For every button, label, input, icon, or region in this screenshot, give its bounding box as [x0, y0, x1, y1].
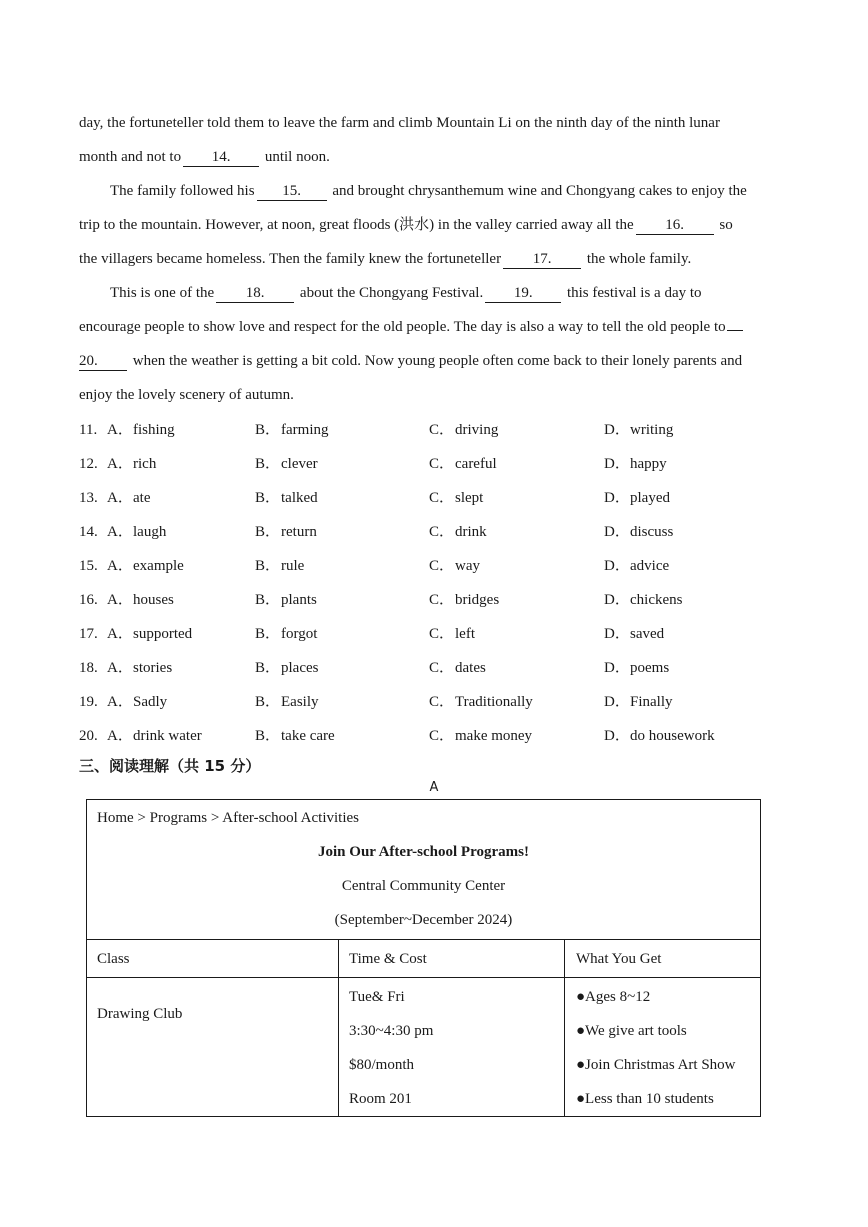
option-d[interactable] — [604, 420, 673, 440]
question-row — [79, 590, 799, 610]
option-letter: C． — [429, 728, 455, 744]
question-number: 11. — [79, 422, 98, 438]
question-number: 18. — [79, 660, 98, 676]
option-letter: C． — [429, 524, 455, 540]
option-c[interactable] — [429, 658, 486, 678]
option-c[interactable] — [429, 522, 487, 542]
option-letter: C． — [429, 558, 455, 574]
passage-label: A — [429, 780, 439, 795]
option-c[interactable] — [429, 624, 475, 644]
option-text: do housework — [630, 728, 715, 744]
passage-text: This is one of the — [110, 285, 215, 301]
option-b[interactable] — [255, 556, 304, 576]
option-text: stories — [133, 660, 173, 676]
option-text: chickens — [630, 592, 683, 608]
option-letter: A． — [107, 592, 133, 608]
option-a[interactable] — [107, 522, 166, 542]
option-text: drink water — [133, 728, 202, 744]
option-letter: D． — [604, 626, 630, 642]
option-text: take care — [281, 728, 335, 744]
option-letter: D． — [604, 490, 630, 506]
question-row — [79, 454, 799, 474]
option-b[interactable] — [255, 624, 317, 644]
passage-line: day, the fortuneteller told them to leave the farm and climb Mountain Li on the ninth day of the ninth lunar — [79, 115, 720, 131]
option-d[interactable] — [604, 556, 669, 576]
program-table — [86, 799, 761, 1117]
question-number: 13. — [79, 490, 98, 506]
question-number: 16. — [79, 592, 98, 608]
question-row — [79, 420, 799, 440]
passage-line — [79, 317, 745, 337]
blank-16: 16. — [636, 216, 714, 235]
option-letter: B． — [255, 626, 281, 642]
option-text: Traditionally — [455, 694, 533, 710]
question-number: 15. — [79, 558, 98, 574]
benefit-item: ●Ages 8~12 — [576, 989, 651, 1005]
benefit-item: ●Less than 10 students — [576, 1091, 714, 1107]
option-text: played — [630, 490, 670, 506]
class-name: Drawing Club — [97, 1006, 183, 1022]
table-divider — [87, 939, 760, 940]
option-text: driving — [455, 422, 499, 438]
passage-text: when the weather is getting a bit cold. Now young people often come back to their lonely parents and — [132, 353, 743, 369]
time-cost-item: 3:30~4:30 pm — [349, 1023, 434, 1039]
passage-text: and brought chrysanthemum wine and Chongyang cakes to enjoy the — [332, 183, 747, 199]
passage-text: month and not to — [79, 149, 182, 165]
question-row — [79, 624, 799, 644]
option-letter: C． — [429, 490, 455, 506]
option-letter: B． — [255, 422, 281, 438]
option-letter: A． — [107, 694, 133, 710]
question-row — [79, 726, 799, 746]
header-what-you-get: What You Get — [576, 951, 662, 967]
passage-line — [79, 215, 733, 235]
option-letter: C． — [429, 422, 455, 438]
blank-19: 19. — [485, 284, 561, 303]
option-text: saved — [630, 626, 665, 642]
passage-line: enjoy the lovely scenery of autumn. — [79, 387, 294, 403]
option-letter: D． — [604, 558, 630, 574]
option-letter: A． — [107, 660, 133, 676]
table-divider — [338, 939, 339, 1117]
passage-line — [79, 351, 742, 371]
table-divider — [564, 939, 565, 1117]
option-a[interactable] — [107, 590, 174, 610]
option-text: places — [281, 660, 319, 676]
table-heading: Join Our After-school Programs! — [318, 844, 529, 860]
option-text: fishing — [133, 422, 175, 438]
option-text: slept — [455, 490, 484, 506]
option-d[interactable] — [604, 488, 670, 508]
passage-text: The family followed his — [110, 183, 255, 199]
passage-text: so — [719, 217, 733, 233]
option-letter: A． — [107, 524, 133, 540]
option-text: laugh — [133, 524, 167, 540]
table-divider — [87, 977, 760, 978]
option-text: ate — [133, 490, 151, 506]
question-number: 14. — [79, 524, 98, 540]
option-text: farming — [281, 422, 329, 438]
passage-line — [110, 181, 747, 201]
option-d[interactable] — [604, 726, 715, 746]
option-d[interactable] — [604, 522, 673, 542]
option-b[interactable] — [255, 692, 319, 712]
option-b[interactable] — [255, 454, 318, 474]
option-b[interactable] — [255, 658, 318, 678]
option-text: careful — [455, 456, 497, 472]
option-letter: A． — [107, 490, 133, 506]
passage-line — [110, 283, 702, 303]
option-letter: D． — [604, 592, 630, 608]
passage-text: this festival is a day to — [566, 285, 702, 301]
question-row — [79, 522, 799, 542]
option-b[interactable] — [255, 488, 318, 508]
option-d[interactable] — [604, 454, 667, 474]
option-letter: B． — [255, 456, 281, 472]
passage-text: the whole family. — [586, 251, 692, 267]
option-letter: B． — [255, 524, 281, 540]
option-c[interactable] — [429, 488, 483, 508]
passage-text: encourage people to show love and respect for the old people. The day is also a way to tell the old people to — [79, 319, 726, 335]
option-letter: B． — [255, 694, 281, 710]
passage-line — [79, 249, 691, 269]
option-a[interactable] — [107, 726, 202, 746]
passage-text: about the Chongyang Festival. — [299, 285, 484, 301]
blank-20: 20. — [79, 352, 127, 371]
option-a[interactable] — [107, 692, 167, 712]
header-time-cost: Time & Cost — [349, 951, 427, 967]
time-cost-item: $80/month — [349, 1057, 415, 1073]
option-a[interactable] — [107, 658, 172, 678]
time-cost-item: Room 201 — [349, 1091, 412, 1107]
option-letter: D． — [604, 456, 630, 472]
option-letter: A． — [107, 728, 133, 744]
option-text: drink — [455, 524, 487, 540]
option-letter: C． — [429, 660, 455, 676]
passage-text: the villagers became homeless. Then the family knew the fortuneteller — [79, 251, 502, 267]
option-letter: D． — [604, 728, 630, 744]
option-a[interactable] — [107, 488, 150, 508]
option-text: bridges — [455, 592, 500, 608]
option-d[interactable] — [604, 658, 669, 678]
option-letter: B． — [255, 592, 281, 608]
option-text: houses — [133, 592, 174, 608]
option-text: clever — [281, 456, 318, 472]
option-letter: A． — [107, 626, 133, 642]
option-letter: B． — [255, 728, 281, 744]
option-text: plants — [281, 592, 317, 608]
passage-line — [79, 147, 330, 167]
option-letter: C． — [429, 694, 455, 710]
center-name: Central Community Center — [341, 878, 506, 894]
option-text: advice — [630, 558, 670, 574]
option-c[interactable] — [429, 692, 533, 712]
option-letter: D． — [604, 422, 630, 438]
option-a[interactable] — [107, 556, 184, 576]
option-b[interactable] — [255, 726, 335, 746]
option-letter: C． — [429, 456, 455, 472]
option-text: poems — [630, 660, 670, 676]
time-cost-item: Tue& Fri — [349, 989, 405, 1005]
benefit-item: ●We give art tools — [576, 1023, 687, 1039]
option-c[interactable] — [429, 726, 532, 746]
option-text: dates — [455, 660, 486, 676]
option-text: writing — [630, 422, 674, 438]
option-text: talked — [281, 490, 318, 506]
blank-15: 15. — [257, 182, 327, 201]
benefit-item: ●Join Christmas Art Show — [576, 1057, 736, 1073]
blank-17: 17. — [503, 250, 581, 269]
question-number: 20. — [79, 728, 98, 744]
question-row — [79, 692, 799, 712]
passage-text: until noon. — [264, 149, 330, 165]
option-letter: D． — [604, 660, 630, 676]
option-text: Easily — [281, 694, 319, 710]
option-text: rule — [281, 558, 305, 574]
option-c[interactable] — [429, 590, 499, 610]
header-class: Class — [97, 951, 130, 967]
question-row — [79, 658, 799, 678]
option-text: supported — [133, 626, 193, 642]
option-text: discuss — [630, 524, 674, 540]
option-text: make money — [455, 728, 533, 744]
option-text: happy — [630, 456, 667, 472]
program-dates: (September~December 2024) — [334, 912, 513, 928]
blank-18: 18. — [216, 284, 294, 303]
option-d[interactable] — [604, 692, 673, 712]
option-d[interactable] — [604, 624, 664, 644]
question-row — [79, 556, 799, 576]
option-letter: A． — [107, 558, 133, 574]
option-letter: B． — [255, 660, 281, 676]
option-letter: D． — [604, 524, 630, 540]
option-a[interactable] — [107, 624, 192, 644]
option-text: rich — [133, 456, 157, 472]
section-title: 三、阅读理解（共 15 分） — [79, 757, 261, 775]
question-number: 12. — [79, 456, 98, 472]
option-c[interactable] — [429, 556, 480, 576]
option-letter: D． — [604, 694, 630, 710]
option-text: Finally — [630, 694, 673, 710]
option-text: left — [455, 626, 475, 642]
option-letter: A． — [107, 456, 133, 472]
passage-text: trip to the mountain. However, at noon, great floods (洪水) in the valley carried away all the — [79, 217, 634, 233]
blank-20-start — [727, 330, 743, 331]
breadcrumb: Home > Programs > After-school Activities — [97, 810, 359, 826]
option-letter: B． — [255, 558, 281, 574]
option-a[interactable] — [107, 420, 175, 440]
option-text: Sadly — [133, 694, 168, 710]
option-b[interactable] — [255, 420, 328, 440]
question-number: 17. — [79, 626, 98, 642]
option-text: return — [281, 524, 317, 540]
option-c[interactable] — [429, 420, 498, 440]
question-row — [79, 488, 799, 508]
option-b[interactable] — [255, 590, 317, 610]
option-letter: C． — [429, 592, 455, 608]
option-letter: A． — [107, 422, 133, 438]
blank-14: 14. — [183, 148, 259, 167]
option-c[interactable] — [429, 454, 497, 474]
option-d[interactable] — [604, 590, 682, 610]
question-number: 19. — [79, 694, 98, 710]
option-letter: B． — [255, 490, 281, 506]
option-a[interactable] — [107, 454, 156, 474]
option-b[interactable] — [255, 522, 317, 542]
option-text: example — [133, 558, 184, 574]
option-letter: C． — [429, 626, 455, 642]
option-text: way — [455, 558, 480, 574]
option-text: forgot — [281, 626, 318, 642]
